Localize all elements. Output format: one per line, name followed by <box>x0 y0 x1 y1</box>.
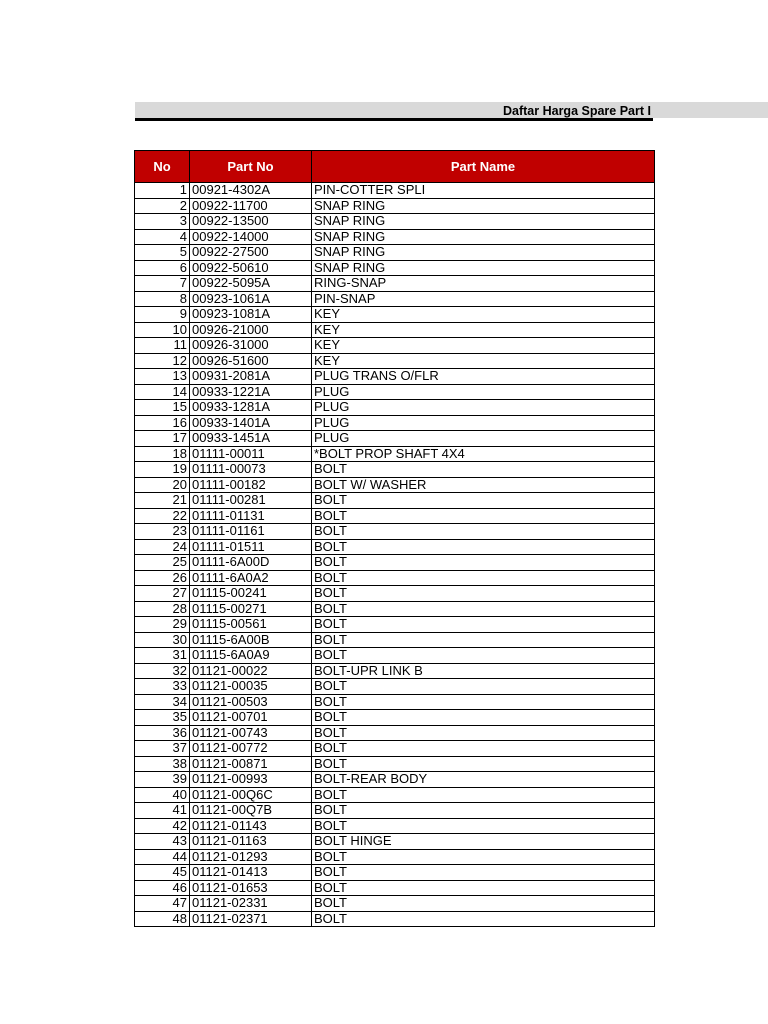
cell-part-name: BOLT <box>312 865 655 881</box>
cell-no: 16 <box>135 415 190 431</box>
table-row <box>135 446 655 462</box>
cell-part-name: PIN-SNAP <box>312 291 655 307</box>
cell-no: 2 <box>135 198 190 214</box>
cell-part-name: BOLT <box>312 849 655 865</box>
cell-part-no: 01111-6A0A2 <box>190 570 312 586</box>
cell-part-no: 01121-01293 <box>190 849 312 865</box>
cell-no: 17 <box>135 431 190 447</box>
cell-part-no: 01121-00871 <box>190 756 312 772</box>
cell-part-name: BOLT <box>312 493 655 509</box>
cell-no: 33 <box>135 679 190 695</box>
cell-part-name: BOLT <box>312 648 655 664</box>
cell-part-no: 00933-1451A <box>190 431 312 447</box>
table-row <box>135 570 655 586</box>
table-row <box>135 896 655 912</box>
cell-part-name: BOLT HINGE <box>312 834 655 850</box>
cell-part-no: 01121-00503 <box>190 694 312 710</box>
cell-part-no: 01111-00011 <box>190 446 312 462</box>
cell-part-no: 00922-14000 <box>190 229 312 245</box>
cell-part-name: SNAP RING <box>312 229 655 245</box>
cell-no: 14 <box>135 384 190 400</box>
cell-part-name: BOLT <box>312 462 655 478</box>
cell-no: 13 <box>135 369 190 385</box>
cell-no: 15 <box>135 400 190 416</box>
cell-part-name: BOLT <box>312 508 655 524</box>
table-row <box>135 198 655 214</box>
cell-part-no: 01121-00035 <box>190 679 312 695</box>
table-row <box>135 183 655 199</box>
cell-part-name: SNAP RING <box>312 245 655 261</box>
cell-part-no: 01121-00Q7B <box>190 803 312 819</box>
table-row <box>135 229 655 245</box>
cell-part-no: 01111-00182 <box>190 477 312 493</box>
table-row <box>135 911 655 927</box>
cell-part-no: 01115-00271 <box>190 601 312 617</box>
cell-no: 18 <box>135 446 190 462</box>
cell-part-no: 00933-1221A <box>190 384 312 400</box>
cell-part-no: 01111-00073 <box>190 462 312 478</box>
cell-part-name: BOLT-REAR BODY <box>312 772 655 788</box>
cell-no: 3 <box>135 214 190 230</box>
cell-no: 29 <box>135 617 190 633</box>
cell-no: 28 <box>135 601 190 617</box>
parts-table <box>134 150 655 927</box>
cell-no: 4 <box>135 229 190 245</box>
cell-no: 34 <box>135 694 190 710</box>
table-row <box>135 260 655 276</box>
cell-no: 7 <box>135 276 190 292</box>
cell-part-no: 01121-00701 <box>190 710 312 726</box>
cell-no: 32 <box>135 663 190 679</box>
cell-part-name: BOLT <box>312 601 655 617</box>
cell-no: 40 <box>135 787 190 803</box>
cell-part-no: 01115-6A0A9 <box>190 648 312 664</box>
table-row <box>135 431 655 447</box>
cell-part-name: KEY <box>312 322 655 338</box>
cell-part-no: 01111-01161 <box>190 524 312 540</box>
cell-part-no: 01121-00993 <box>190 772 312 788</box>
cell-part-name: BOLT <box>312 586 655 602</box>
cell-part-name: BOLT <box>312 818 655 834</box>
cell-part-no: 01121-01143 <box>190 818 312 834</box>
cell-part-name: SNAP RING <box>312 198 655 214</box>
cell-part-name: BOLT <box>312 725 655 741</box>
table-row <box>135 307 655 323</box>
cell-part-name: BOLT <box>312 617 655 633</box>
cell-part-no: 01121-02371 <box>190 911 312 927</box>
cell-part-name: BOLT <box>312 896 655 912</box>
table-row <box>135 849 655 865</box>
table-row <box>135 384 655 400</box>
cell-part-no: 01115-6A00B <box>190 632 312 648</box>
cell-no: 19 <box>135 462 190 478</box>
cell-no: 35 <box>135 710 190 726</box>
cell-no: 41 <box>135 803 190 819</box>
cell-part-no: 01121-01653 <box>190 880 312 896</box>
cell-part-name: PIN-COTTER SPLI <box>312 183 655 199</box>
table-row <box>135 725 655 741</box>
cell-part-name: KEY <box>312 307 655 323</box>
table-row <box>135 865 655 881</box>
table-row <box>135 214 655 230</box>
cell-part-no: 01121-00Q6C <box>190 787 312 803</box>
table-row <box>135 679 655 695</box>
table-row <box>135 663 655 679</box>
cell-no: 23 <box>135 524 190 540</box>
cell-part-no: 00922-50610 <box>190 260 312 276</box>
cell-no: 42 <box>135 818 190 834</box>
cell-part-name: BOLT <box>312 524 655 540</box>
cell-part-no: 01115-00561 <box>190 617 312 633</box>
cell-no: 26 <box>135 570 190 586</box>
table-row <box>135 803 655 819</box>
table-row <box>135 632 655 648</box>
table-row <box>135 276 655 292</box>
cell-no: 30 <box>135 632 190 648</box>
table-row <box>135 772 655 788</box>
cell-part-name: SNAP RING <box>312 260 655 276</box>
table-row <box>135 353 655 369</box>
cell-part-no: 01111-6A00D <box>190 555 312 571</box>
cell-part-name: PLUG <box>312 384 655 400</box>
table-row <box>135 710 655 726</box>
cell-part-name: BOLT <box>312 679 655 695</box>
table-row <box>135 787 655 803</box>
cell-no: 5 <box>135 245 190 261</box>
cell-part-no: 00922-11700 <box>190 198 312 214</box>
table-row <box>135 586 655 602</box>
cell-part-no: 01121-00743 <box>190 725 312 741</box>
table-header-row <box>135 151 655 183</box>
cell-part-name: BOLT <box>312 555 655 571</box>
cell-part-no: 00922-13500 <box>190 214 312 230</box>
cell-no: 38 <box>135 756 190 772</box>
cell-part-no: 01121-02331 <box>190 896 312 912</box>
cell-part-name: BOLT <box>312 911 655 927</box>
cell-no: 10 <box>135 322 190 338</box>
cell-part-no: 01121-00022 <box>190 663 312 679</box>
cell-part-name: BOLT <box>312 756 655 772</box>
cell-no: 20 <box>135 477 190 493</box>
table-row <box>135 601 655 617</box>
table-row <box>135 648 655 664</box>
cell-no: 45 <box>135 865 190 881</box>
cell-no: 44 <box>135 849 190 865</box>
table-row <box>135 338 655 354</box>
table-row <box>135 508 655 524</box>
cell-part-no: 00933-1281A <box>190 400 312 416</box>
cell-part-no: 00926-21000 <box>190 322 312 338</box>
cell-no: 21 <box>135 493 190 509</box>
cell-part-name: BOLT <box>312 694 655 710</box>
table-row <box>135 462 655 478</box>
cell-no: 48 <box>135 911 190 927</box>
title-underline <box>135 118 653 121</box>
cell-no: 36 <box>135 725 190 741</box>
table-row <box>135 539 655 555</box>
cell-part-name: BOLT <box>312 787 655 803</box>
cell-part-name: BOLT <box>312 803 655 819</box>
cell-no: 43 <box>135 834 190 850</box>
table-row <box>135 322 655 338</box>
header-part-name: Part Name <box>312 151 655 183</box>
cell-part-name: KEY <box>312 338 655 354</box>
table-row <box>135 291 655 307</box>
cell-no: 22 <box>135 508 190 524</box>
cell-no: 6 <box>135 260 190 276</box>
cell-part-name: PLUG <box>312 415 655 431</box>
table-row <box>135 524 655 540</box>
cell-part-name: BOLT <box>312 632 655 648</box>
cell-no: 37 <box>135 741 190 757</box>
cell-part-no: 00922-5095A <box>190 276 312 292</box>
table-row <box>135 880 655 896</box>
cell-no: 27 <box>135 586 190 602</box>
cell-part-name: KEY <box>312 353 655 369</box>
table-row <box>135 369 655 385</box>
cell-no: 25 <box>135 555 190 571</box>
cell-part-no: 01121-00772 <box>190 741 312 757</box>
table-row <box>135 555 655 571</box>
cell-part-name: BOLT <box>312 741 655 757</box>
table-row <box>135 741 655 757</box>
title-bar-right <box>653 102 768 118</box>
cell-no: 46 <box>135 880 190 896</box>
cell-part-no: 00931-2081A <box>190 369 312 385</box>
cell-part-name: *BOLT PROP SHAFT 4X4 <box>312 446 655 462</box>
table-row <box>135 694 655 710</box>
cell-part-no: 01121-01413 <box>190 865 312 881</box>
table-row <box>135 834 655 850</box>
cell-part-name: BOLT <box>312 880 655 896</box>
cell-no: 1 <box>135 183 190 199</box>
cell-part-no: 00921-4302A <box>190 183 312 199</box>
cell-part-no: 00922-27500 <box>190 245 312 261</box>
cell-part-no: 00926-31000 <box>190 338 312 354</box>
cell-part-no: 01115-00241 <box>190 586 312 602</box>
cell-part-name: SNAP RING <box>312 214 655 230</box>
cell-part-name: BOLT <box>312 539 655 555</box>
table-row <box>135 400 655 416</box>
cell-part-name: PLUG <box>312 431 655 447</box>
cell-no: 47 <box>135 896 190 912</box>
table-row <box>135 477 655 493</box>
cell-part-no: 01111-00281 <box>190 493 312 509</box>
cell-no: 12 <box>135 353 190 369</box>
header-no: No <box>135 151 190 183</box>
cell-part-no: 00923-1081A <box>190 307 312 323</box>
header-part-no: Part No <box>190 151 312 183</box>
table-row <box>135 617 655 633</box>
cell-part-no: 00923-1061A <box>190 291 312 307</box>
cell-no: 8 <box>135 291 190 307</box>
cell-part-name: BOLT <box>312 570 655 586</box>
cell-part-no: 01111-01131 <box>190 508 312 524</box>
cell-part-name: BOLT-UPR LINK B <box>312 663 655 679</box>
cell-part-no: 00926-51600 <box>190 353 312 369</box>
cell-no: 31 <box>135 648 190 664</box>
cell-part-no: 01121-01163 <box>190 834 312 850</box>
cell-part-no: 00933-1401A <box>190 415 312 431</box>
cell-no: 9 <box>135 307 190 323</box>
table-row <box>135 245 655 261</box>
cell-part-name: PLUG <box>312 400 655 416</box>
cell-part-no: 01111-01511 <box>190 539 312 555</box>
cell-part-name: PLUG TRANS O/FLR <box>312 369 655 385</box>
table-row <box>135 756 655 772</box>
cell-part-name: RING-SNAP <box>312 276 655 292</box>
document-title: Daftar Harga Spare Part I <box>503 104 651 118</box>
cell-part-name: BOLT <box>312 710 655 726</box>
cell-no: 11 <box>135 338 190 354</box>
table-row <box>135 415 655 431</box>
table-row <box>135 818 655 834</box>
table-row <box>135 493 655 509</box>
cell-no: 24 <box>135 539 190 555</box>
cell-part-name: BOLT W/ WASHER <box>312 477 655 493</box>
cell-no: 39 <box>135 772 190 788</box>
